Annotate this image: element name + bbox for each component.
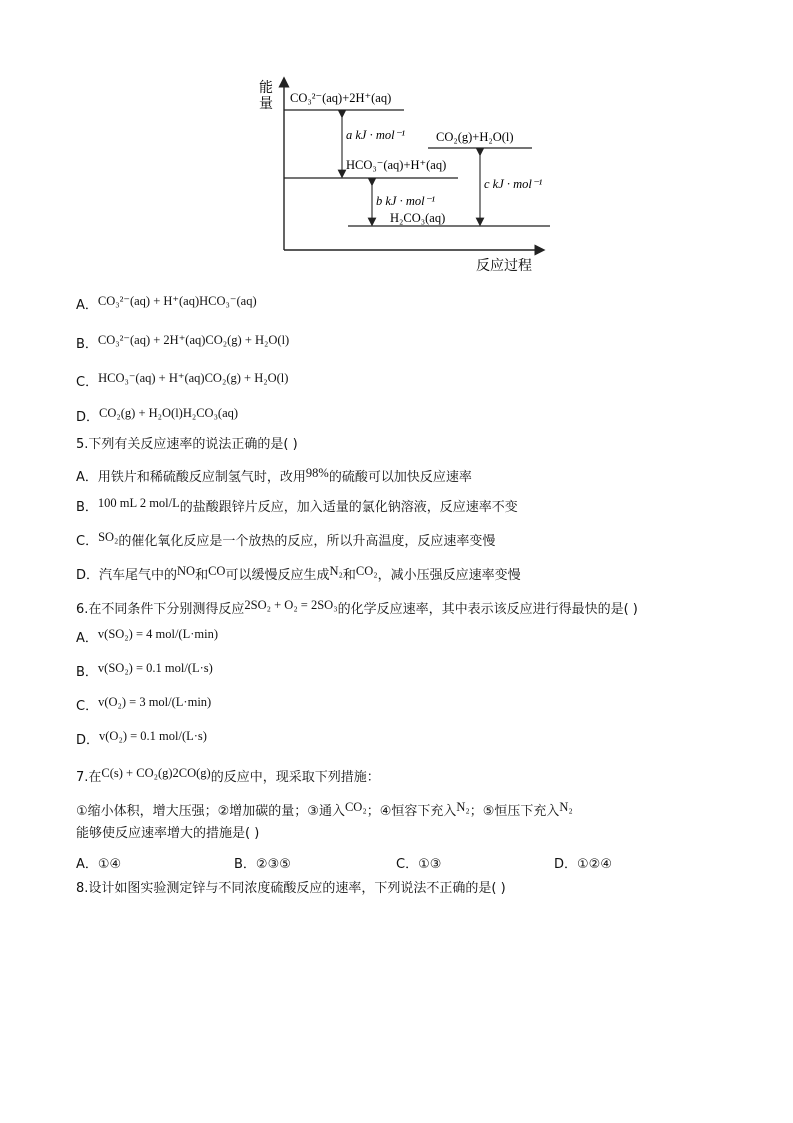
option-formula: CO₃²⁻(aq) + H⁺(aq)HCO₃⁻(aq): [97, 294, 257, 308]
option-letter: C．: [76, 699, 99, 714]
y-axis-label: [259, 79, 277, 112]
option-letter: B．: [76, 665, 98, 680]
text: 的反应中，现采取下列措施：: [210, 770, 380, 785]
q4-option-d: [76, 404, 238, 427]
q4-option-a: [76, 292, 257, 315]
formula: CO₂: [344, 800, 367, 814]
x-axis-label: 反应过程: [476, 258, 532, 274]
text: A．用铁片和稀硫酸反应制氢气时，改用: [76, 470, 306, 485]
text: C．: [76, 534, 99, 549]
q7-option-c: C．①③: [396, 857, 442, 872]
text: 7.在: [76, 770, 102, 785]
q8-stem: 8.设计如图实验测定锌与不同浓度硫酸反应的速率，下列说法不正确的是( ): [76, 881, 506, 896]
option-formula: v(O₂) = 3 mol/(L·min): [98, 695, 212, 709]
q6-option-d: [76, 727, 207, 750]
formula: CO: [208, 564, 226, 578]
y-axis-label-char2: 量: [259, 96, 273, 112]
option-formula: v(SO₂) = 0.1 mol/(L·s): [97, 661, 213, 675]
text: 的硫酸可以加快反应速率: [328, 470, 472, 485]
formula: NO: [177, 564, 196, 578]
option-formula: v(O₂) = 0.1 mol/(L·s): [99, 729, 207, 743]
formula: C(s) + CO₂(g)2CO(g): [101, 766, 211, 780]
arrow-b-label: b kJ · mol⁻¹: [376, 194, 435, 208]
text: D．汽车尾气中的: [76, 568, 178, 583]
text: ；④恒容下充入: [366, 804, 457, 819]
level-bottom-label: H₂CO₃(aq): [390, 211, 446, 225]
q6-option-c: [76, 693, 211, 716]
q4-option-b: [76, 331, 289, 354]
arrow-c-label: c kJ · mol⁻¹: [484, 177, 543, 191]
q6-option-b: [76, 659, 213, 682]
option-letter: A．: [76, 298, 98, 313]
q7-options: [76, 853, 716, 871]
formula: 98%: [305, 466, 329, 480]
text: B．: [76, 500, 98, 515]
option-letter: D．: [76, 733, 100, 748]
formula: N₂: [559, 800, 573, 814]
q5-option-d: [76, 562, 521, 585]
q7-option-d: D．①②④: [554, 857, 612, 872]
q7-option-b: B．②③⑤: [234, 857, 291, 872]
q7-measures: [76, 798, 573, 821]
formula: CO₂: [355, 564, 378, 578]
formula: 2SO₂ + O₂ = 2SO₃: [244, 598, 338, 612]
formula: 100 mL 2 mol/L: [97, 496, 180, 510]
q6-stem: [76, 596, 638, 619]
q5-stem: 5.下列有关反应速率的说法正确的是( ): [76, 437, 298, 452]
option-formula: HCO₃⁻(aq) + H⁺(aq)CO₂(g) + H₂O(l): [98, 371, 289, 385]
option-letter: A．: [76, 631, 98, 646]
option-letter: B．: [76, 337, 98, 352]
level-top-label: CO₃²⁻(aq)+2H⁺(aq): [290, 91, 392, 105]
y-axis-label-char1: 能: [259, 80, 273, 96]
option-formula: CO₂(g) + H₂O(l)H₂CO₃(aq): [99, 406, 239, 420]
q5-option-a: [76, 464, 472, 487]
q7-option-a: A．①④: [76, 857, 122, 872]
energy-diagram: [250, 70, 550, 280]
q7-stem: [76, 764, 380, 787]
arrow-a-label: a kJ · mol⁻¹: [346, 128, 405, 142]
q7-question: 能够使反应速率增大的措施是( ): [76, 826, 260, 841]
level-mid-label: HCO₃⁻(aq)+H⁺(aq): [346, 158, 447, 172]
option-letter: C．: [76, 375, 99, 390]
q5-option-b: [76, 494, 518, 517]
q6-option-a: [76, 625, 218, 648]
text: 的催化氧化反应是一个放热的反应，所以升高温度，反应速率变慢: [118, 534, 496, 549]
option-formula: CO₃²⁻(aq) + 2H⁺(aq)CO₂(g) + H₂O(l): [97, 333, 290, 347]
option-formula: v(SO₂) = 4 mol/(L·min): [97, 627, 218, 641]
text: ，减小压强反应速率变慢: [377, 568, 521, 583]
q4-option-c: [76, 369, 288, 392]
q5-option-c: [76, 528, 495, 551]
text: 和: [342, 568, 356, 583]
option-letter: D．: [76, 410, 100, 425]
text: 的盐酸跟锌片反应，加入适量的氯化钠溶液，反应速率不变: [179, 500, 518, 515]
text: 6.在不同条件下分别测得反应: [76, 602, 245, 617]
energy-diagram-svg: [250, 70, 550, 280]
level-right-label: CO₂(g)+H₂O(l): [436, 130, 514, 144]
formula: N₂: [456, 800, 470, 814]
text: ①缩小体积，增大压强；②增加碳的量；③通入: [76, 804, 345, 819]
formula: SO₂: [98, 530, 119, 544]
text: 和: [195, 568, 209, 583]
text: ；⑤恒压下充入: [469, 804, 560, 819]
text: 的化学反应速率，其中表示该反应进行得最快的是( ): [337, 602, 638, 617]
text: 可以缓慢反应生成: [225, 568, 330, 583]
formula: N₂: [329, 564, 343, 578]
